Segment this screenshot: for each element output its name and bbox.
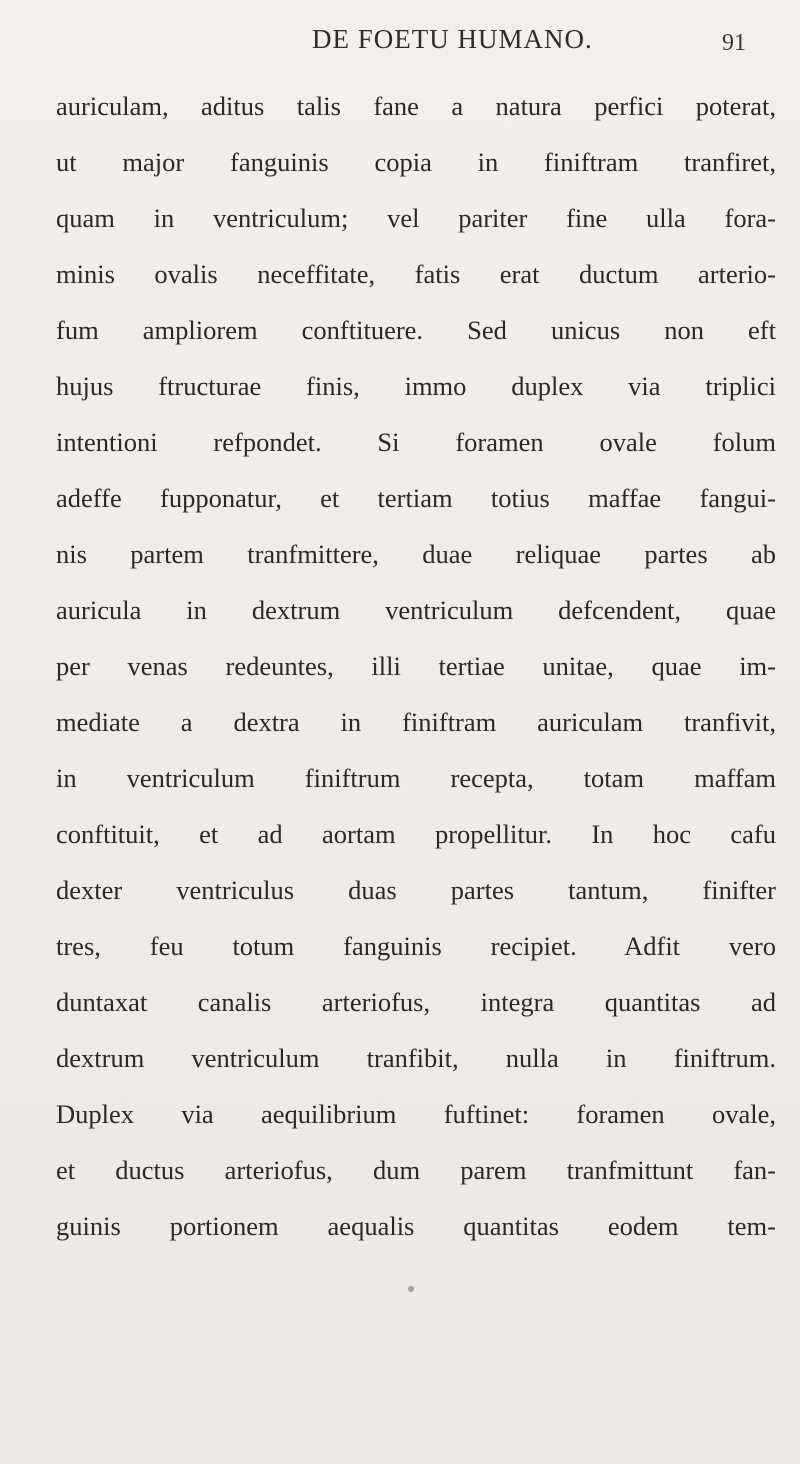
text-line: nis partem tranfmittere, duae reliquae partes ab bbox=[56, 539, 776, 569]
text-line: hujus ftructurae finis, immo duplex via triplici bbox=[56, 371, 776, 401]
page-number: 91 bbox=[722, 30, 746, 56]
text-line: quam in ventriculum; vel pariter fine ulla fora- bbox=[56, 203, 776, 233]
text-line: guinis portionem aequalis quantitas eodem tem- bbox=[56, 1211, 776, 1241]
text-line: in ventriculum finiftrum recepta, totam maffam bbox=[56, 763, 776, 793]
body-text bbox=[56, 78, 776, 1254]
text-line: Duplex via aequilibrium fuftinet: foramen ovale, bbox=[56, 1099, 776, 1129]
ink-speck bbox=[408, 1286, 414, 1292]
text-line: minis ovalis neceffitate, fatis erat ductum arterio- bbox=[56, 259, 776, 289]
text-line: tres, feu totum fanguinis recipiet. Adfit vero bbox=[56, 931, 776, 961]
text-line: per venas redeuntes, illi tertiae unitae, quae im- bbox=[56, 651, 776, 681]
text-line: conftituit, et ad aortam propellitur. In hoc cafu bbox=[56, 819, 776, 849]
text-line: fum ampliorem conftituere. Sed unicus non eft bbox=[56, 315, 776, 345]
text-line: ut major fanguinis copia in finiftram tranfiret, bbox=[56, 147, 776, 177]
text-line: auriculam, aditus talis fane a natura perfici poterat, bbox=[56, 91, 776, 121]
text-line: et ductus arteriofus, dum parem tranfmittunt fan- bbox=[56, 1155, 776, 1185]
text-line: intentioni refpondet. Si foramen ovale folum bbox=[56, 427, 776, 457]
text-line: auricula in dextrum ventriculum defcendent, quae bbox=[56, 595, 776, 625]
text-line: mediate a dextra in finiftram auriculam tranfivit, bbox=[56, 707, 776, 737]
text-line: dexter ventriculus duas partes tantum, finifter bbox=[56, 875, 776, 905]
text-line: duntaxat canalis arteriofus, integra quantitas ad bbox=[56, 987, 776, 1017]
running-head-title: DE FOETU HUMANO. bbox=[312, 24, 593, 54]
running-head bbox=[0, 24, 800, 64]
text-line: dextrum ventriculum tranfibit, nulla in finiftrum. bbox=[56, 1043, 776, 1073]
text-line: adeffe fupponatur, et tertiam totius maffae fangui- bbox=[56, 483, 776, 513]
